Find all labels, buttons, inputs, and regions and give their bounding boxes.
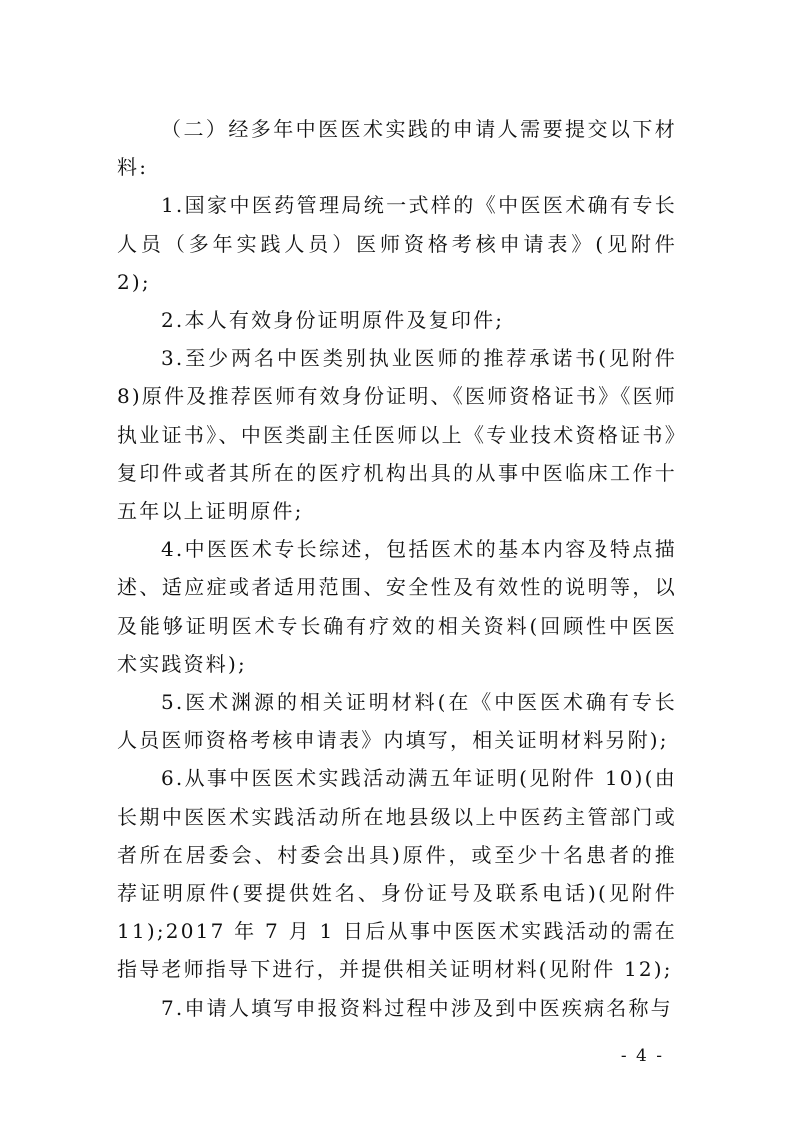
document-body: [117, 110, 677, 1027]
section-heading-paragraph: （二）经多年中医医术实践的申请人需要提交以下材料:: [117, 117, 677, 180]
item-7-paragraph: 7.申请人填写申报资料过程中涉及到中医疾病名称与: [161, 995, 673, 1020]
item-3-paragraph: 3.至少两名中医类别执业医师的推荐承诺书(见附件 8)原件及推荐医师有效身份证明、《医师资格证书》《医师执业证书》、中医类副主任医师以上《专业技术资格证书》复印件或者其所在的医疗机构出具的从事中医临床工作十五年以上证明原件;: [117, 346, 677, 524]
item-5-paragraph: 5.医术渊源的相关证明材料(在《中医医术确有专长人员医师资格考核申请表》内填写，相关证明材料另附);: [117, 690, 677, 753]
item-2-paragraph: 2.本人有效身份证明原件及复印件;: [161, 308, 505, 333]
page-number: - 4 -: [620, 1046, 664, 1066]
item-1-paragraph: 1.国家中医药管理局统一式样的《中医医术确有专长人员（多年实践人员）医师资格考核申请表》(见附件 2);: [117, 193, 677, 294]
item-4-paragraph: 4.中医医术专长综述，包括医术的基本内容及特点描述、适应症或者适用范围、安全性及有效性的说明等，以及能够证明医术专长确有疗效的相关资料(回顾性中医医术实践资料);: [117, 537, 677, 676]
item-6-paragraph: 6.从事中医医术实践活动满五年证明(见附件 10)(由长期中医医术实践活动所在地县级以上中医药主管部门或者所在居委会、村委会出具)原件，或至少十名患者的推荐证明原件(要提供姓名、身份证号及联系电话)(见附件 11);2017 年 7 月 1 日后从事中医医术实践活动的需在指导老师指导下进行，并提供相关证明材料(见附件 12);: [117, 766, 677, 982]
